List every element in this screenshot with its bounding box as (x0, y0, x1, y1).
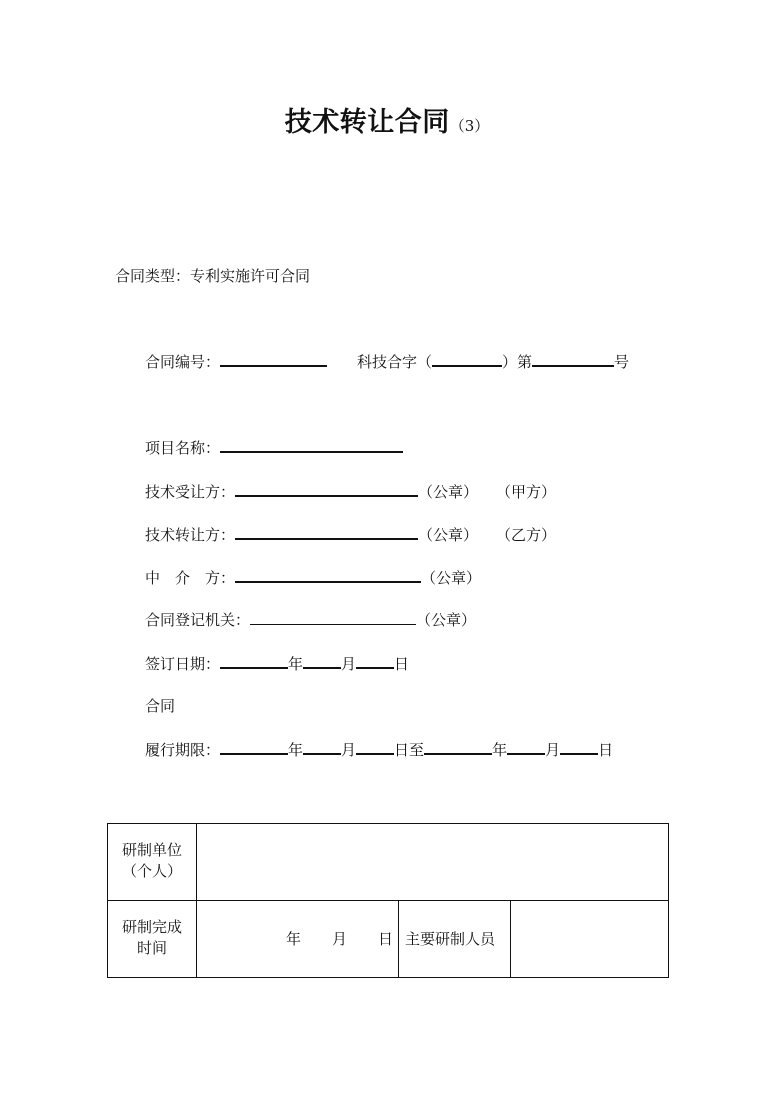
intermediary-seal: （公章） (421, 569, 482, 587)
term-month2-unit: 月 (545, 741, 561, 759)
term-end-year-field[interactable] (424, 739, 492, 755)
term-month-unit: 月 (341, 741, 357, 759)
term-start-day-field[interactable] (356, 739, 394, 755)
science-contract-prefix: 科技合字（ (357, 353, 433, 371)
transferor-seal: （公章） (418, 526, 479, 544)
sign-month-field[interactable] (303, 653, 341, 669)
term-year2-unit: 年 (492, 741, 508, 759)
term-end-day-field[interactable] (560, 739, 598, 755)
title-main: 技术转让合同 (284, 107, 450, 138)
term-start-year-field[interactable] (220, 739, 288, 755)
page-title (0, 100, 774, 139)
transferee-seal: （公章） (418, 483, 479, 501)
transferee-row (145, 481, 556, 502)
personnel-value-cell[interactable] (511, 901, 667, 976)
sign-day-field[interactable] (356, 653, 394, 669)
transferee-field[interactable] (235, 481, 418, 497)
unit-label-line1: 研制单位 (121, 841, 182, 859)
science-contract-serial-field[interactable] (532, 351, 614, 367)
term-row (145, 739, 613, 760)
science-contract-suffix: 号 (614, 353, 630, 371)
transferor-field[interactable] (235, 524, 418, 540)
project-name-row (145, 437, 403, 458)
transferor-party: （乙方） (496, 526, 557, 544)
contract-word: 合同 (145, 697, 176, 715)
transferor-label: 技术转让方： (145, 526, 236, 544)
unit-value-cell[interactable] (197, 824, 667, 900)
completion-year-unit: 年 (286, 930, 302, 948)
science-contract-middle: ）第 (502, 353, 533, 371)
term-year-unit: 年 (288, 741, 304, 759)
registry-label: 合同登记机关： (145, 611, 251, 629)
contract-type: 合同类型：专利实施许可合同 (115, 267, 311, 285)
contract-number-label: 合同编号： (145, 353, 221, 371)
transferee-party: （甲方） (496, 483, 557, 501)
intermediary-row (145, 567, 481, 588)
registry-seal: （公章） (416, 611, 477, 629)
registry-field[interactable] (250, 610, 416, 625)
term-day-to: 日至 (394, 741, 425, 759)
contract-number-field[interactable] (220, 351, 327, 367)
transferor-row (145, 524, 556, 545)
intermediary-label: 中 介 方： (145, 569, 236, 587)
sign-month-unit: 月 (341, 655, 357, 673)
sign-day-unit: 日 (394, 655, 410, 673)
completion-month-unit: 月 (332, 930, 348, 948)
completion-label-line1: 研制完成 (121, 918, 182, 936)
science-contract-year-field[interactable] (432, 351, 502, 367)
science-contract-no-row (357, 351, 629, 372)
sign-year-unit: 年 (288, 655, 304, 673)
registry-row (145, 610, 476, 630)
completion-label-line2: 时间 (136, 939, 167, 957)
unit-label-cell (108, 840, 196, 882)
project-name-label: 项目名称： (145, 439, 221, 457)
transferee-label: 技术受让方： (145, 483, 236, 501)
table-col-divider-2 (398, 900, 399, 977)
unit-label-line2: （个人） (121, 862, 182, 880)
contract-number-row (145, 351, 327, 372)
sign-date-row (145, 653, 409, 674)
completion-day-unit: 日 (378, 930, 394, 948)
term-label: 履行期限： (145, 741, 221, 759)
term-day2-unit: 日 (598, 741, 614, 759)
sign-year-field[interactable] (220, 653, 288, 669)
term-start-month-field[interactable] (303, 739, 341, 755)
title-sub: （3） (449, 117, 490, 135)
sign-date-label: 签订日期： (145, 655, 221, 673)
personnel-label: 主要研制人员 (405, 930, 496, 948)
intermediary-field[interactable] (235, 567, 421, 583)
completion-label-cell (108, 917, 196, 959)
project-name-field[interactable] (220, 437, 403, 453)
term-end-month-field[interactable] (507, 739, 545, 755)
